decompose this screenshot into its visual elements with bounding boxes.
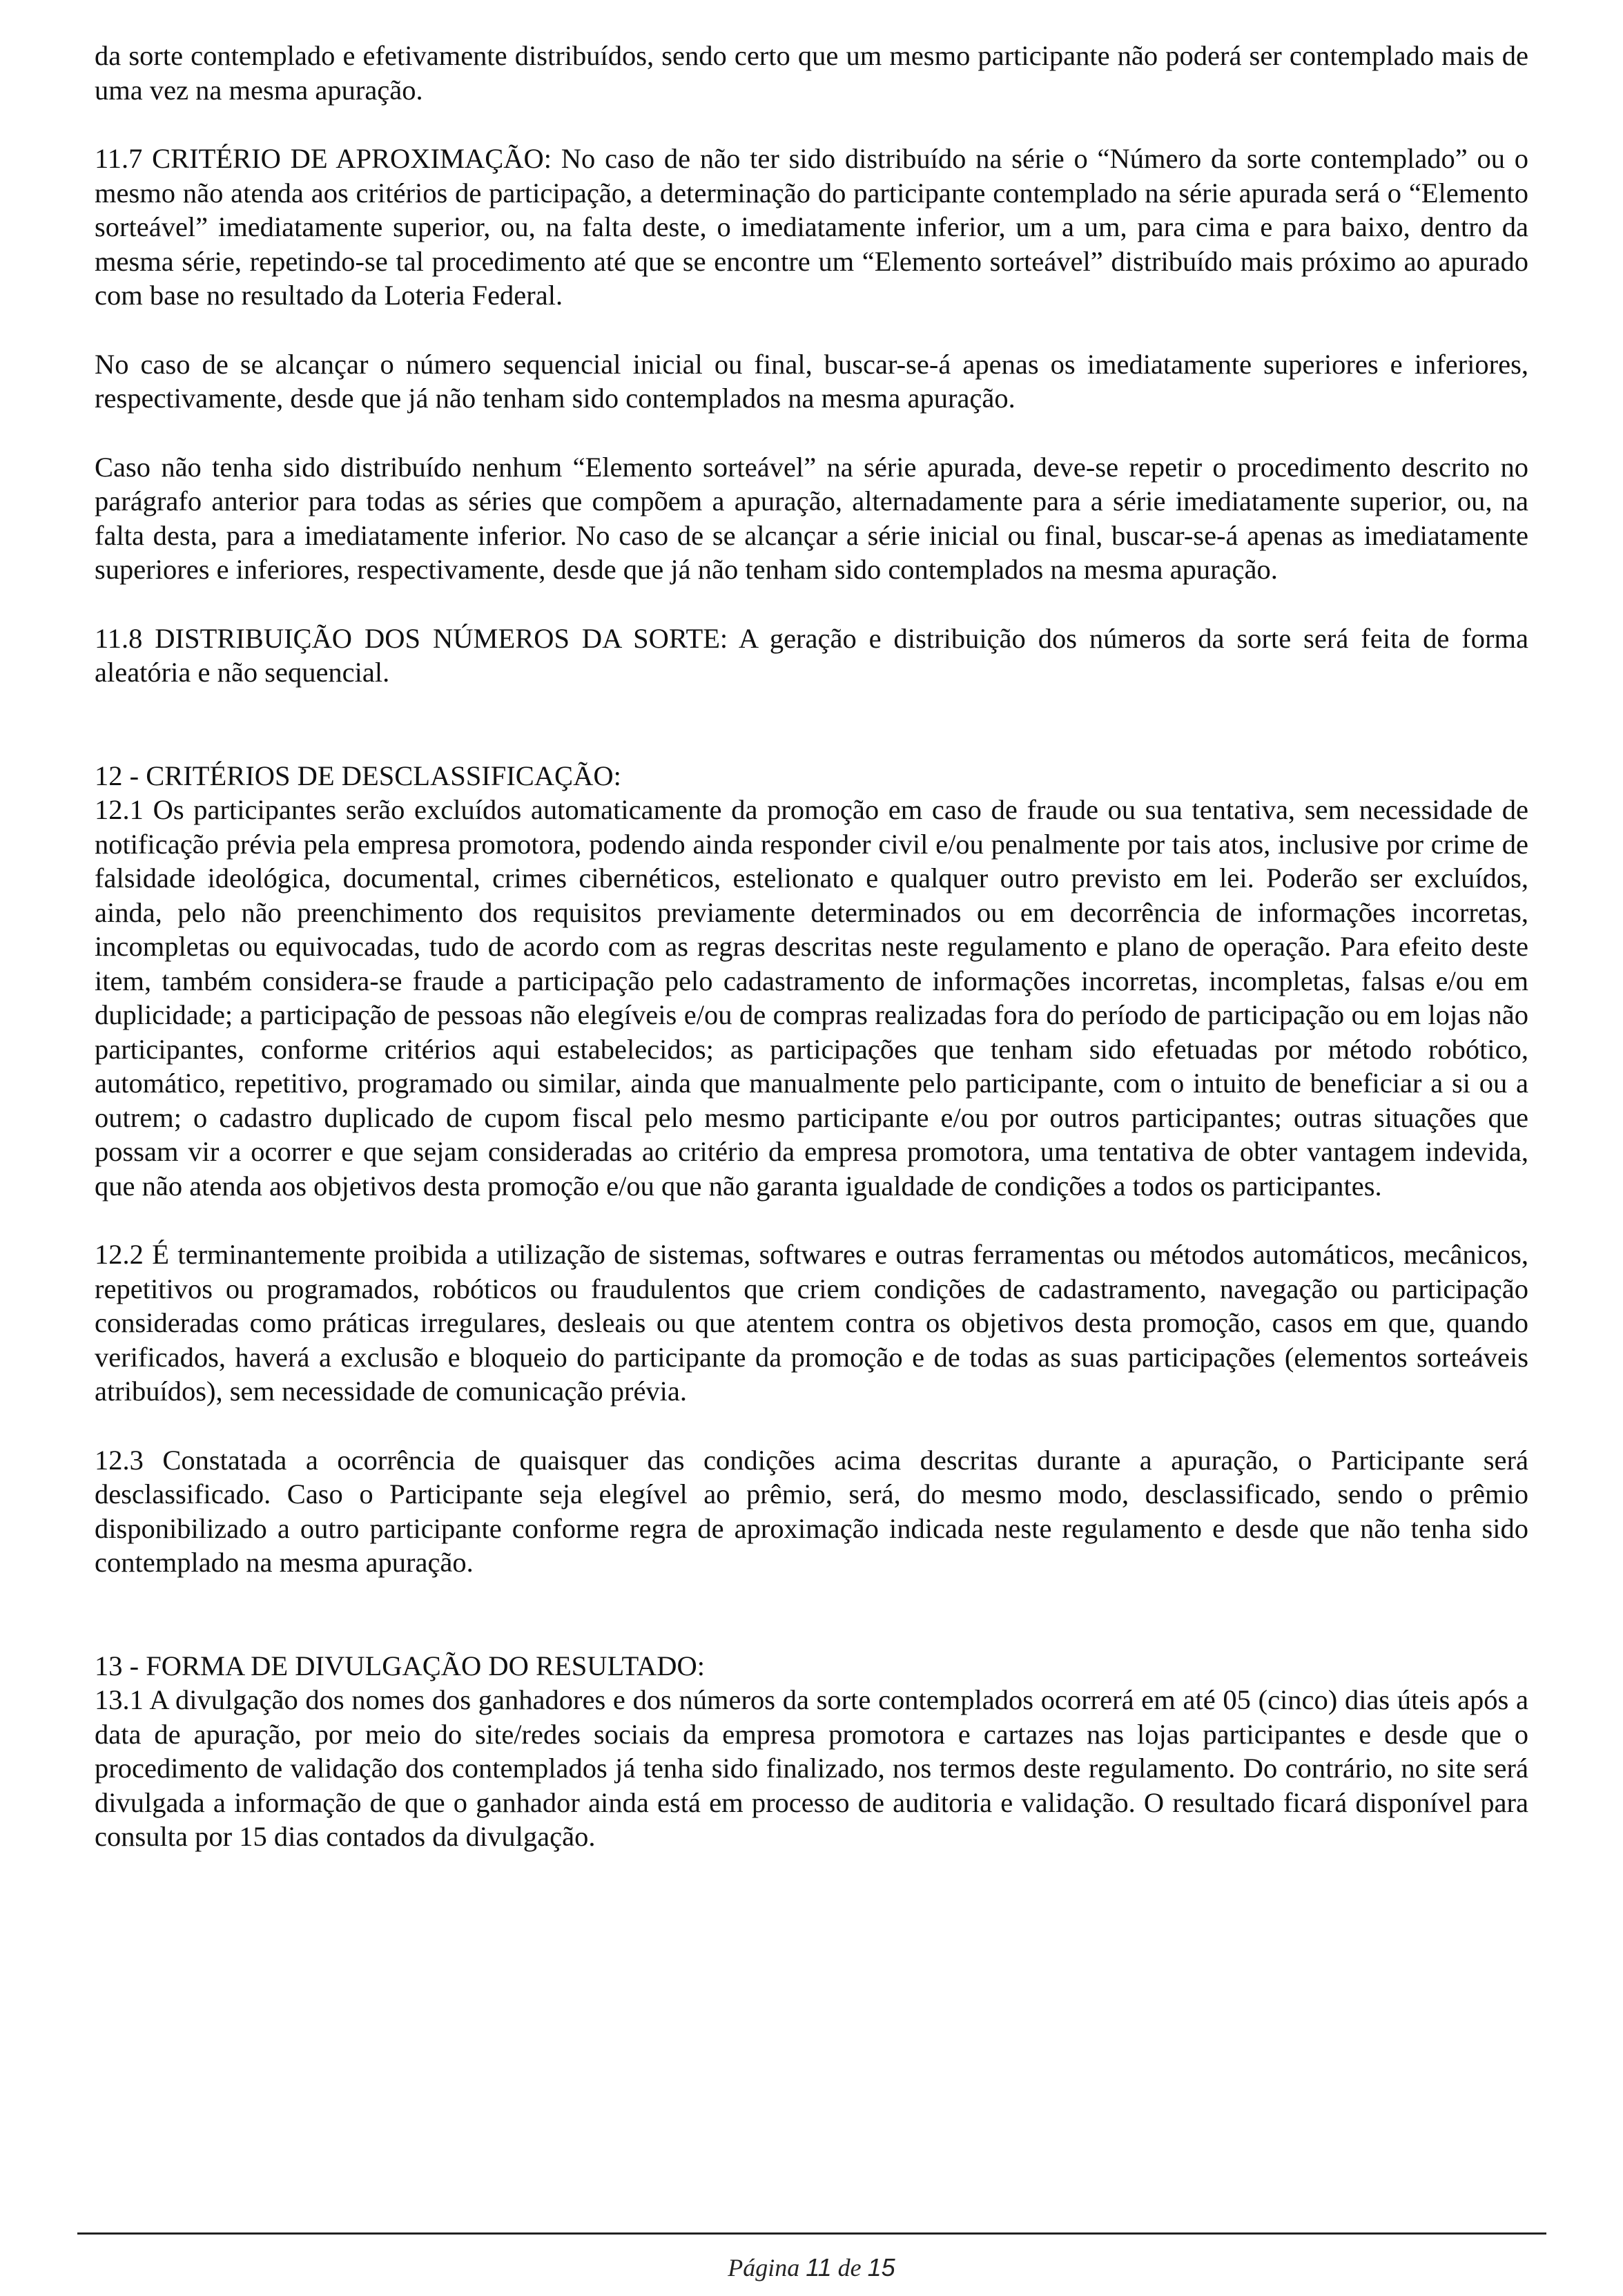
section-heading-13: 13 - FORMA DE DIVULGAÇÃO DO RESULTADO:	[95, 1650, 706, 1681]
footer-current-page: 11	[806, 2253, 832, 2281]
paragraph-12-3: 12.3 Constatada a ocorrência de quaisquer das condições acima descritas durante a apuração, o Participante será desclassificado. Caso o Participante seja elegível ao prêmio, será, do mesmo modo, desclassificado, sendo o prêmio disponibilizado a outro participante conforme regra de aproximação indicada neste regulamento e desde que não tenha sido contemplado na mesma apuração.	[95, 1444, 1528, 1578]
paragraph-12-2: 12.2 É terminantemente proibida a utilização de sistemas, softwares e outras ferramentas ou métodos automáticos, mecânicos, repetitivos ou programados, robóticos ou fraudulentos que criem condições de cadastramento, navegação ou participação consideradas como práticas irregulares, desleais ou que atentem contra os objetivos desta promoção, casos em que, quando verificados, haverá a exclusão e bloqueio do participante da promoção e de todas as suas participações (elementos sorteáveis atribuídos), sem necessidade de comunicação prévia.	[95, 1239, 1528, 1407]
footer-page-word: Página	[728, 2254, 800, 2281]
paragraph-11-7: 11.7 CRITÉRIO DE APROXIMAÇÃO: No caso de não ter sido distribuído na série o “Número da sorte contemplado” ou o mesmo não atenda aos critérios de participação, a determinação do participante contemplado na série apurada será o “Elemento sorteável” imediatamente superior, ou, na falta deste, o imediatamente inferior, um a um, para cima e para baixo, dentro da mesma série, repetindo-se tal procedimento até que se encontre um “Elemento sorteável” distribuído mais próximo ao apurado com base no resultado da Loteria Federal.	[95, 143, 1528, 311]
document-body	[95, 39, 1528, 1854]
footer-divider	[77, 2232, 1546, 2235]
footer-of-word: de	[837, 2254, 862, 2281]
paragraph-continuation: da sorte contemplado e efetivamente distribuídos, sendo certo que um mesmo participante não poderá ser contemplado mais de uma vez na mesma apuração.	[95, 40, 1528, 106]
footer-total-pages: 15	[867, 2253, 895, 2281]
paragraph-11-8: 11.8 DISTRIBUIÇÃO DOS NÚMEROS DA SORTE: A geração e distribuição dos números da sorte será feita de forma aleatória e não sequencial.	[95, 622, 1528, 688]
paragraph-series-fallback: Caso não tenha sido distribuído nenhum “Elemento sorteável” na série apurada, deve-se repetir o procedimento descrito no parágrafo anterior para todas as séries que compõem a apuração, alternadamente para a série imediatamente superior, ou, na falta desta, para a imediatamente inferior. No caso de se alcançar a série inicial ou final, buscar-se-á apenas as imediatamente superiores e inferiores, respectivamente, desde que já não tenham sido contemplados na mesma apuração.	[95, 451, 1528, 585]
section-heading-12: 12 - CRITÉRIOS DE DESCLASSIFICAÇÃO:	[95, 760, 621, 791]
paragraph-12-1: 12.1 Os participantes serão excluídos automaticamente da promoção em caso de fraude ou sua tentativa, sem necessidade de notificação prévia pela empresa promotora, podendo ainda responder civil e/ou penalmente por tais atos, inclusive por crime de falsidade ideológica, documental, crimes cibernéticos, estelionato e qualquer outro previsto em lei. Poderão ser excluídos, ainda, pelo não preenchimento dos requisitos previamente determinados ou em decorrência de informações incorretas, incompletas ou equivocadas, tudo de acordo com as regras descritas neste regulamento e plano de operação. Para efeito deste item, também considera-se fraude a participação pelo cadastramento de informações incorretas, incompletas, falsas e/ou em duplicidade; a participação de pessoas não elegíveis e/ou de compras realizadas fora do período de participação ou em lojas não participantes, conforme critérios aqui estabelecidos; as participações que tenham sido efetuadas por método robótico, automático, repetitivo, programado ou similar, ainda que manualmente pelo participante, com o intuito de beneficiar a si ou a outrem; o cadastro duplicado de cupom fiscal pelo mesmo participante e/ou por outros participantes; outras situações que possam vir a ocorrer e que sejam consideradas ao critério da empresa promotora, uma tentativa de obter vantagem indevida, que não atenda aos objetivos desta promoção e/ou que não garanta igualdade de condições a todos os participantes.	[95, 794, 1528, 1202]
page-footer	[0, 2252, 1623, 2283]
paragraph-sequential-limit: No caso de se alcançar o número sequencial inicial ou final, buscar-se-á apenas os imediatamente superiores e inferiores, respectivamente, desde que já não tenham sido contemplados na mesma apuração.	[95, 348, 1528, 414]
paragraph-13-1: 13.1 A divulgação dos nomes dos ganhadores e dos números da sorte contemplados ocorrerá em até 05 (cinco) dias úteis após a data de apuração, por meio do site/redes sociais da empresa promotora e cartazes nas lojas participantes e desde que o procedimento de validação dos contemplados já tenha sido finalizado, nos termos deste regulamento. Do contrário, no site será divulgada a informação de que o ganhador ainda está em processo de auditoria e validação. O resultado ficará disponível para consulta por 15 dias contados da divulgação.	[95, 1684, 1528, 1852]
